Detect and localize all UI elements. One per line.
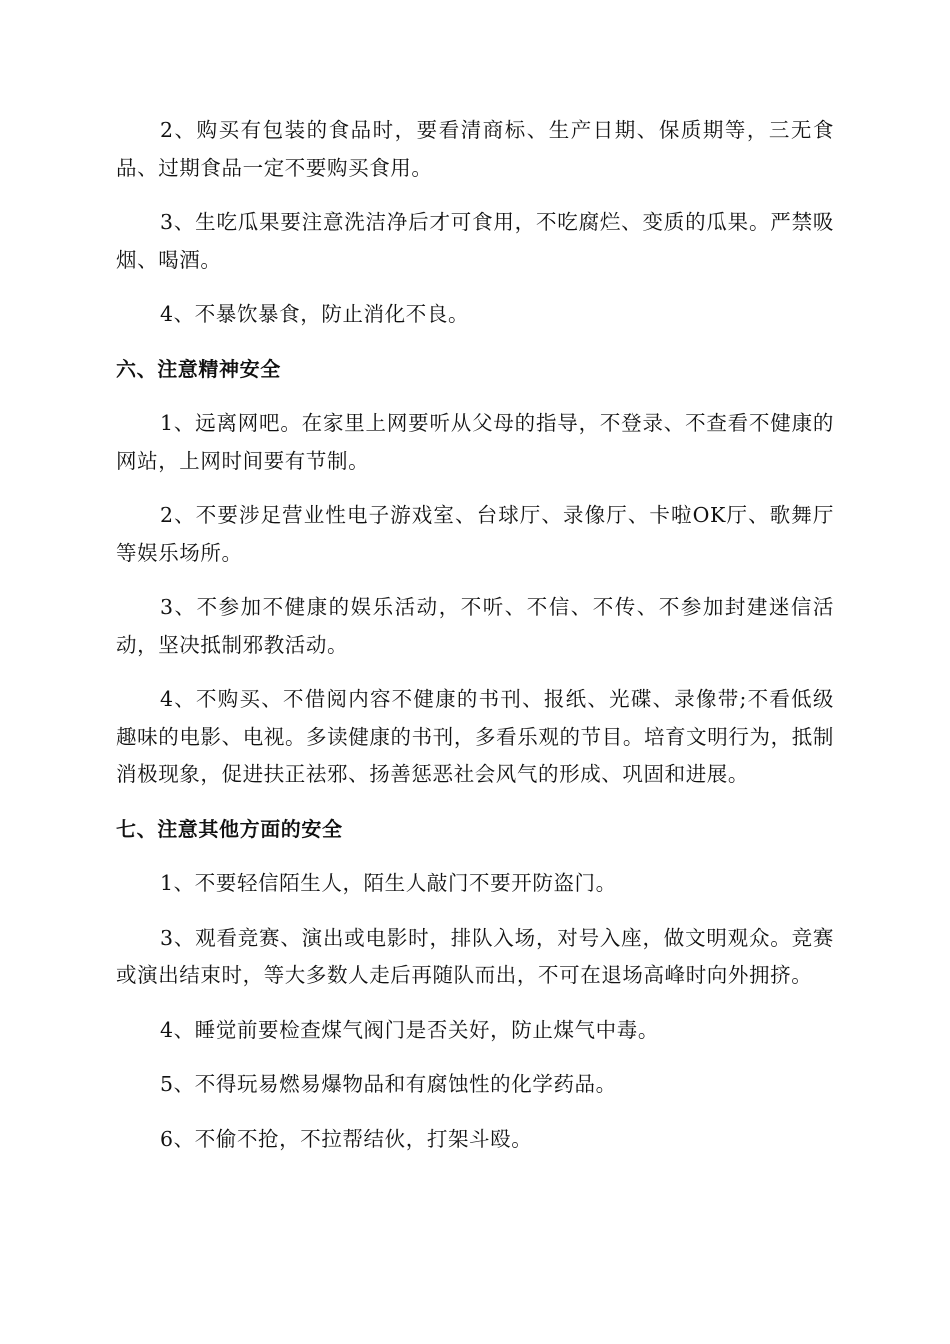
section-heading-mental-safety: 六、注意精神安全 [116,356,281,381]
paragraph-no-overeating: 4、不暴饮暴食，防止消化不良。 [160,302,470,326]
section-heading-other-safety: 七、注意其他方面的安全 [116,816,343,841]
paragraph-strangers: 1、不要轻信陌生人，陌生人敲门不要开防盗门。 [160,871,617,895]
paragraph-entertainment-venues: 2、不要涉足营业性电子游戏室、台球厅、录像厅、卡啦OK厅、歌舞厅等娱乐场所。 [116,503,834,565]
paragraph-behavior: 6、不偷不抢，不拉帮结伙，打架斗殴。 [160,1126,533,1151]
paragraph-chemicals: 5、不得玩易燃易爆物品和有腐蚀性的化学药品。 [160,1072,617,1096]
paragraph-gas-valve: 4、睡觉前要检查煤气阀门是否关好，防止煤气中毒。 [160,1017,659,1042]
paragraph-healthy-reading: 4、不购买、不借阅内容不健康的书刊、报纸、光碟、录像带;不看低级趣味的电影、电视。多读健康的书刊，多看乐观的节目。培育文明行为，抵制消极现象，促进扶正祛邪、扬善惩恶社会风气的形成、巩固和进展。 [116,687,834,786]
paragraph-unhealthy-activities: 3、不参加不健康的娱乐活动，不听、不信、不传、不参加封建迷信活动，坚决抵制邪教活动。 [116,595,834,657]
paragraph-fruit-washing: 3、生吃瓜果要注意洗洁净后才可食用，不吃腐烂、变质的瓜果。严禁吸烟、喝酒。 [116,210,834,272]
document-body [116,112,834,1175]
paragraph-food-packaging: 2、购买有包装的食品时，要看清商标、生产日期、保质期等，三无食品、过期食品一定不要购买食用。 [116,118,834,180]
paragraph-events: 3、观看竞赛、演出或电影时，排队入场，对号入座，做文明观众。竞赛或演出结束时，等大多数人走后再随队而出，不可在退场高峰时向外拥挤。 [116,925,834,987]
paragraph-internet-cafe: 1、远离网吧。在家里上网要听从父母的指导，不登录、不查看不健康的网站，上网时间要有节制。 [116,411,834,473]
